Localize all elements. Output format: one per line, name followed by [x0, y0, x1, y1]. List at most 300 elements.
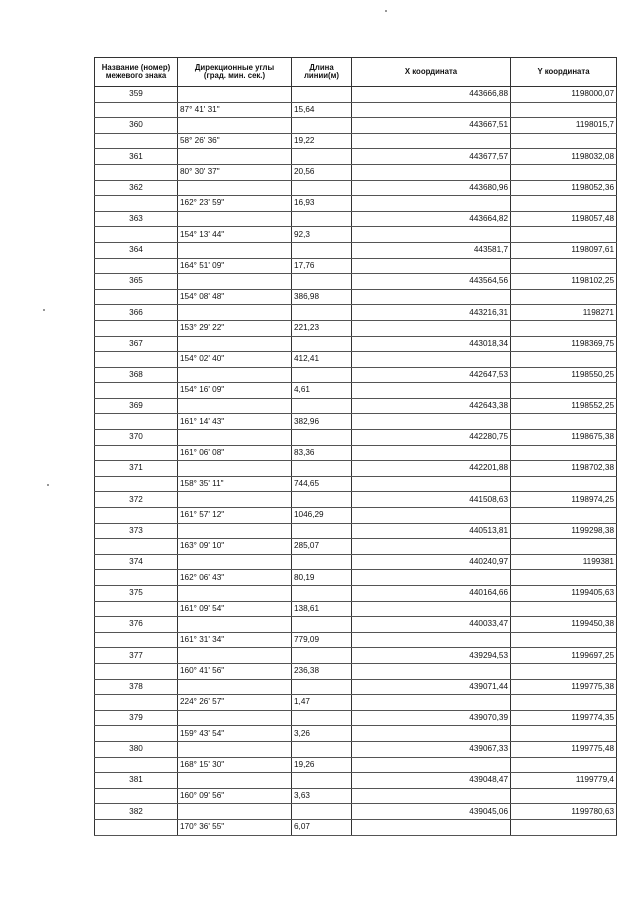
x-coordinate: 443677,57 — [352, 149, 511, 165]
header-x — [352, 58, 511, 87]
y-coordinate: 1198271 — [511, 305, 617, 321]
x-empty — [352, 663, 511, 679]
table-row — [95, 710, 617, 726]
x-empty — [352, 788, 511, 804]
mark-empty — [95, 539, 178, 555]
header-length-label: Длина линии(м) — [303, 63, 339, 80]
mark-empty — [95, 476, 178, 492]
length-empty — [292, 398, 352, 414]
angle-empty — [178, 461, 292, 477]
mark-number: 363 — [95, 211, 178, 227]
y-coordinate: 1198702,38 — [511, 461, 617, 477]
direction-angle: 58° 26' 36" — [178, 133, 292, 149]
table-row — [95, 741, 617, 757]
y-empty — [511, 196, 617, 212]
scan-speck — [43, 309, 45, 311]
direction-angle: 161° 31' 34" — [178, 632, 292, 648]
mark-number: 381 — [95, 773, 178, 789]
line-length: 3,26 — [292, 726, 352, 742]
table-row-segment — [95, 445, 617, 461]
y-coordinate: 1199450,38 — [511, 617, 617, 633]
line-length: 19,26 — [292, 757, 352, 773]
length-empty — [292, 461, 352, 477]
line-length: 3,63 — [292, 788, 352, 804]
angle-empty — [178, 617, 292, 633]
angle-empty — [178, 180, 292, 196]
table-row-segment — [95, 196, 617, 212]
angle-empty — [178, 523, 292, 539]
line-length: 19,22 — [292, 133, 352, 149]
header-mark-line2: межевого знака — [105, 71, 167, 80]
y-coordinate: 1198552,25 — [511, 398, 617, 414]
mark-number: 382 — [95, 804, 178, 820]
boundary-marks-table — [94, 57, 617, 836]
y-empty — [511, 601, 617, 617]
line-length: 412,41 — [292, 352, 352, 368]
angle-empty — [178, 336, 292, 352]
y-coordinate: 1199298,38 — [511, 523, 617, 539]
table-row — [95, 87, 617, 103]
header-y — [511, 58, 617, 87]
y-coordinate: 1198102,25 — [511, 274, 617, 290]
direction-angle: 161° 06' 08" — [178, 445, 292, 461]
angle-empty — [178, 586, 292, 602]
direction-angle: 153° 29' 22" — [178, 320, 292, 336]
angle-empty — [178, 87, 292, 103]
mark-empty — [95, 601, 178, 617]
mark-number: 376 — [95, 617, 178, 633]
y-empty — [511, 476, 617, 492]
table-row-segment — [95, 663, 617, 679]
mark-number: 364 — [95, 242, 178, 258]
table-row-segment — [95, 476, 617, 492]
y-coordinate: 1198032,08 — [511, 149, 617, 165]
angle-empty — [178, 367, 292, 383]
table-row — [95, 367, 617, 383]
mark-number: 360 — [95, 118, 178, 134]
y-coordinate: 1199774,35 — [511, 710, 617, 726]
y-empty — [511, 570, 617, 586]
angle-empty — [178, 741, 292, 757]
y-empty — [511, 289, 617, 305]
x-empty — [352, 227, 511, 243]
length-empty — [292, 430, 352, 446]
y-empty — [511, 726, 617, 742]
x-coordinate: 441508,63 — [352, 492, 511, 508]
x-coordinate: 440513,81 — [352, 523, 511, 539]
y-empty — [511, 227, 617, 243]
angle-empty — [178, 554, 292, 570]
mark-empty — [95, 352, 178, 368]
table-row — [95, 430, 617, 446]
y-empty — [511, 508, 617, 524]
direction-angle: 224° 26' 57" — [178, 695, 292, 711]
length-empty — [292, 87, 352, 103]
mark-number: 371 — [95, 461, 178, 477]
direction-angle: 154° 02' 40" — [178, 352, 292, 368]
y-empty — [511, 258, 617, 274]
mark-empty — [95, 289, 178, 305]
y-coordinate: 1199779,4 — [511, 773, 617, 789]
length-empty — [292, 617, 352, 633]
x-empty — [352, 508, 511, 524]
y-coordinate: 1198000,07 — [511, 87, 617, 103]
x-empty — [352, 383, 511, 399]
header-mark-line1: Название (номер) — [101, 63, 171, 73]
mark-number: 365 — [95, 274, 178, 290]
table-row — [95, 398, 617, 414]
y-empty — [511, 352, 617, 368]
mark-number: 359 — [95, 87, 178, 103]
angle-empty — [178, 679, 292, 695]
x-coordinate: 439045,06 — [352, 804, 511, 820]
mark-empty — [95, 320, 178, 336]
header-length — [292, 58, 352, 87]
x-coordinate: 443666,88 — [352, 87, 511, 103]
table-row-segment — [95, 632, 617, 648]
length-empty — [292, 648, 352, 664]
y-coordinate: 1198675,38 — [511, 430, 617, 446]
x-empty — [352, 289, 511, 305]
y-empty — [511, 102, 617, 118]
length-empty — [292, 523, 352, 539]
y-coordinate: 1198057,48 — [511, 211, 617, 227]
table-row — [95, 554, 617, 570]
mark-number: 368 — [95, 367, 178, 383]
mark-number: 375 — [95, 586, 178, 602]
x-coordinate: 443581,7 — [352, 242, 511, 258]
mark-number: 361 — [95, 149, 178, 165]
x-coordinate: 439067,33 — [352, 741, 511, 757]
table-row — [95, 336, 617, 352]
x-coordinate: 439071,44 — [352, 679, 511, 695]
table-row-segment — [95, 570, 617, 586]
table-row — [95, 211, 617, 227]
direction-angle: 80° 30' 37" — [178, 164, 292, 180]
table-row-segment — [95, 788, 617, 804]
y-coordinate: 1198015,7 — [511, 118, 617, 134]
length-empty — [292, 741, 352, 757]
scan-speck — [47, 484, 49, 486]
length-empty — [292, 118, 352, 134]
table-header-row — [95, 58, 617, 87]
table-row-segment — [95, 227, 617, 243]
table-row — [95, 242, 617, 258]
mark-empty — [95, 383, 178, 399]
line-length: 221,23 — [292, 320, 352, 336]
length-empty — [292, 773, 352, 789]
length-empty — [292, 305, 352, 321]
line-length: 80,19 — [292, 570, 352, 586]
direction-angle: 160° 41' 56" — [178, 663, 292, 679]
table-row-segment — [95, 102, 617, 118]
y-empty — [511, 632, 617, 648]
x-coordinate: 443216,31 — [352, 305, 511, 321]
angle-empty — [178, 804, 292, 820]
direction-angle: 154° 08' 48" — [178, 289, 292, 305]
header-y-label: Y координата — [537, 67, 590, 77]
table-row-segment — [95, 320, 617, 336]
x-empty — [352, 320, 511, 336]
length-empty — [292, 242, 352, 258]
x-coordinate: 440033,47 — [352, 617, 511, 633]
mark-empty — [95, 663, 178, 679]
y-coordinate: 1198974,25 — [511, 492, 617, 508]
mark-empty — [95, 726, 178, 742]
mark-empty — [95, 508, 178, 524]
x-coordinate: 439294,53 — [352, 648, 511, 664]
line-length: 83,36 — [292, 445, 352, 461]
table-row-segment — [95, 289, 617, 305]
x-empty — [352, 352, 511, 368]
x-empty — [352, 632, 511, 648]
line-length: 15,64 — [292, 102, 352, 118]
table-row-segment — [95, 258, 617, 274]
mark-empty — [95, 414, 178, 430]
line-length: 236,38 — [292, 663, 352, 679]
line-length: 4,61 — [292, 383, 352, 399]
y-empty — [511, 757, 617, 773]
x-empty — [352, 819, 511, 835]
y-empty — [511, 539, 617, 555]
header-mark — [95, 58, 178, 87]
angle-empty — [178, 773, 292, 789]
direction-angle: 87° 41' 31" — [178, 102, 292, 118]
table-row — [95, 149, 617, 165]
table-row-segment — [95, 352, 617, 368]
x-coordinate: 442201,88 — [352, 461, 511, 477]
table-row-segment — [95, 695, 617, 711]
line-length: 1046,29 — [292, 508, 352, 524]
y-empty — [511, 164, 617, 180]
table-body — [95, 87, 617, 836]
mark-empty — [95, 133, 178, 149]
line-length: 138,61 — [292, 601, 352, 617]
line-length: 382,96 — [292, 414, 352, 430]
table-row — [95, 492, 617, 508]
table-row-segment — [95, 508, 617, 524]
direction-angle: 154° 16' 09" — [178, 383, 292, 399]
angle-empty — [178, 242, 292, 258]
header-angle — [178, 58, 292, 87]
x-empty — [352, 196, 511, 212]
direction-angle: 161° 57' 12" — [178, 508, 292, 524]
table-row-segment — [95, 133, 617, 149]
length-empty — [292, 804, 352, 820]
mark-empty — [95, 445, 178, 461]
x-empty — [352, 133, 511, 149]
x-coordinate: 443018,34 — [352, 336, 511, 352]
y-coordinate: 1199697,25 — [511, 648, 617, 664]
x-empty — [352, 414, 511, 430]
length-empty — [292, 367, 352, 383]
table-row-segment — [95, 383, 617, 399]
direction-angle: 163° 09' 10" — [178, 539, 292, 555]
table-row — [95, 586, 617, 602]
table-row — [95, 617, 617, 633]
x-coordinate: 439070,39 — [352, 710, 511, 726]
y-coordinate: 1198052,36 — [511, 180, 617, 196]
direction-angle: 164° 51' 09" — [178, 258, 292, 274]
angle-empty — [178, 648, 292, 664]
x-coordinate: 443680,96 — [352, 180, 511, 196]
y-empty — [511, 695, 617, 711]
line-length: 779,09 — [292, 632, 352, 648]
y-coordinate: 1199780,63 — [511, 804, 617, 820]
y-empty — [511, 788, 617, 804]
x-empty — [352, 258, 511, 274]
length-empty — [292, 149, 352, 165]
mark-empty — [95, 164, 178, 180]
mark-number: 373 — [95, 523, 178, 539]
x-empty — [352, 757, 511, 773]
x-empty — [352, 726, 511, 742]
mark-empty — [95, 819, 178, 835]
length-empty — [292, 586, 352, 602]
mark-empty — [95, 695, 178, 711]
mark-number: 369 — [95, 398, 178, 414]
line-length: 285,07 — [292, 539, 352, 555]
table-row-segment — [95, 164, 617, 180]
angle-empty — [178, 149, 292, 165]
mark-empty — [95, 632, 178, 648]
header-angle-line2: (град. мин. сек.) — [203, 71, 266, 80]
y-coordinate: 1199775,38 — [511, 679, 617, 695]
table-row-segment — [95, 539, 617, 555]
mark-number: 367 — [95, 336, 178, 352]
direction-angle: 162° 23' 59" — [178, 196, 292, 212]
x-coordinate: 440164,66 — [352, 586, 511, 602]
line-length: 6,07 — [292, 819, 352, 835]
mark-empty — [95, 788, 178, 804]
angle-empty — [178, 118, 292, 134]
direction-angle: 161° 09' 54" — [178, 601, 292, 617]
x-empty — [352, 102, 511, 118]
y-empty — [511, 414, 617, 430]
length-empty — [292, 710, 352, 726]
y-coordinate: 1199775,48 — [511, 741, 617, 757]
direction-angle: 170° 36' 55" — [178, 819, 292, 835]
length-empty — [292, 180, 352, 196]
x-empty — [352, 570, 511, 586]
table-row-segment — [95, 414, 617, 430]
mark-empty — [95, 196, 178, 212]
mark-number: 374 — [95, 554, 178, 570]
table-row — [95, 679, 617, 695]
line-length: 386,98 — [292, 289, 352, 305]
x-coordinate: 439048,47 — [352, 773, 511, 789]
table-row — [95, 118, 617, 134]
mark-empty — [95, 757, 178, 773]
y-empty — [511, 133, 617, 149]
length-empty — [292, 679, 352, 695]
mark-number: 366 — [95, 305, 178, 321]
y-coordinate: 1199381 — [511, 554, 617, 570]
y-coordinate: 1198097,61 — [511, 242, 617, 258]
mark-number: 378 — [95, 679, 178, 695]
angle-empty — [178, 398, 292, 414]
line-length: 1,47 — [292, 695, 352, 711]
mark-empty — [95, 570, 178, 586]
y-empty — [511, 663, 617, 679]
x-empty — [352, 601, 511, 617]
line-length: 20,56 — [292, 164, 352, 180]
y-coordinate: 1198550,25 — [511, 367, 617, 383]
table-row — [95, 461, 617, 477]
x-coordinate: 443664,82 — [352, 211, 511, 227]
y-empty — [511, 445, 617, 461]
length-empty — [292, 492, 352, 508]
mark-empty — [95, 227, 178, 243]
angle-empty — [178, 274, 292, 290]
x-empty — [352, 539, 511, 555]
line-length: 16,93 — [292, 196, 352, 212]
angle-empty — [178, 211, 292, 227]
header-angle-line1: Дирекционные углы — [194, 63, 275, 73]
table-row-segment — [95, 726, 617, 742]
table-row-segment — [95, 819, 617, 835]
x-empty — [352, 695, 511, 711]
y-empty — [511, 383, 617, 399]
mark-number: 370 — [95, 430, 178, 446]
mark-number: 372 — [95, 492, 178, 508]
mark-number: 380 — [95, 741, 178, 757]
line-length: 92,3 — [292, 227, 352, 243]
table-row-segment — [95, 757, 617, 773]
x-empty — [352, 445, 511, 461]
table-row — [95, 804, 617, 820]
x-coordinate: 443667,51 — [352, 118, 511, 134]
mark-number: 362 — [95, 180, 178, 196]
length-empty — [292, 274, 352, 290]
line-length: 17,76 — [292, 258, 352, 274]
mark-number: 379 — [95, 710, 178, 726]
line-length: 744,65 — [292, 476, 352, 492]
direction-angle: 159° 43' 54" — [178, 726, 292, 742]
x-coordinate: 442280,75 — [352, 430, 511, 446]
x-coordinate: 442647,53 — [352, 367, 511, 383]
table-row — [95, 648, 617, 664]
table-row-segment — [95, 601, 617, 617]
mark-empty — [95, 258, 178, 274]
length-empty — [292, 554, 352, 570]
y-coordinate: 1199405,63 — [511, 586, 617, 602]
table-row — [95, 305, 617, 321]
direction-angle: 154° 13' 44" — [178, 227, 292, 243]
x-coordinate: 442643,38 — [352, 398, 511, 414]
angle-empty — [178, 430, 292, 446]
scan-speck — [385, 10, 387, 12]
x-empty — [352, 476, 511, 492]
y-empty — [511, 819, 617, 835]
length-empty — [292, 211, 352, 227]
table-row — [95, 180, 617, 196]
table-row — [95, 773, 617, 789]
header-x-label: X координата — [404, 67, 458, 77]
direction-angle: 168° 15' 30" — [178, 757, 292, 773]
direction-angle: 158° 35' 11" — [178, 476, 292, 492]
angle-empty — [178, 710, 292, 726]
direction-angle: 162° 06' 43" — [178, 570, 292, 586]
mark-number: 377 — [95, 648, 178, 664]
y-coordinate: 1198369,75 — [511, 336, 617, 352]
angle-empty — [178, 492, 292, 508]
angle-empty — [178, 305, 292, 321]
length-empty — [292, 336, 352, 352]
direction-angle: 160° 09' 56" — [178, 788, 292, 804]
mark-empty — [95, 102, 178, 118]
table-row — [95, 274, 617, 290]
